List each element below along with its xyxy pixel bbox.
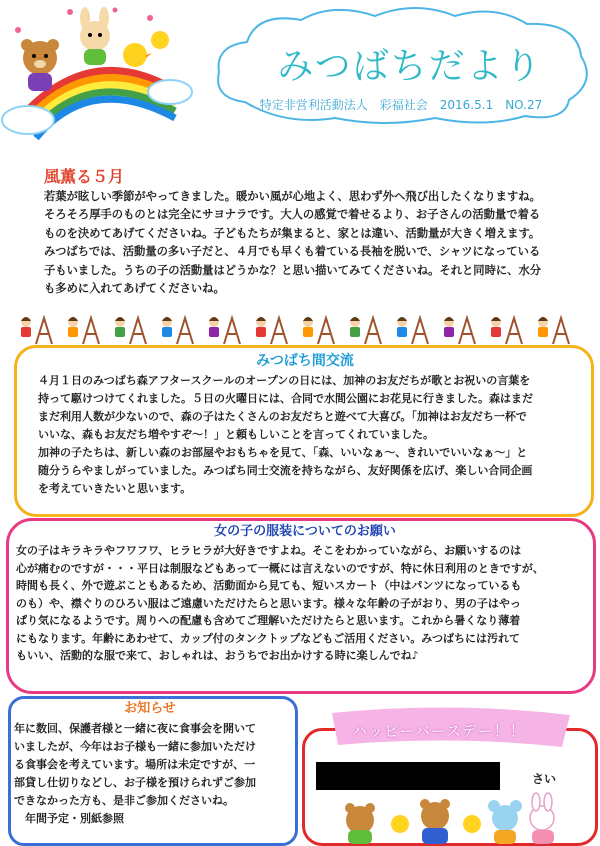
kid-figure-icon — [397, 317, 428, 344]
exchange-body — [38, 372, 578, 498]
clothing-line: にもなります。年齢にあわせて、カップ付のタンクトップなどもご活用ください。みつばちには汚れて — [16, 631, 521, 645]
section1-line: も多めに入れてあげてくださいね。 — [44, 282, 225, 296]
clothing-line: 女の子はキラキラやフワフワ、ヒラヒラが大好きですよね。そこをわかっていながら、お願いするのは — [16, 544, 522, 557]
clothing-line: 時間も長く、外で遊ぶこともあるため、活動面から見ても、短いスカート（中はパンツになっているも — [16, 579, 522, 592]
kid-figure-icon — [303, 317, 334, 344]
kid-figure-icon — [162, 317, 193, 344]
section1-line: 若葉が眩しい季節がやってきました。暖かい風が心地よく、思わず外へ飛び出したくなりますね。 — [44, 190, 541, 203]
notice-line: 部貸し仕切りなどし、お子様を預けられずご参加 — [14, 776, 256, 789]
newsletter-title: みつばちだより — [277, 46, 543, 87]
exchange-line: いいな、森もお友だち増やすぞ～！」と頼もしいことを言ってくれていました。 — [38, 428, 434, 441]
kid-figure-icon — [444, 317, 475, 344]
kids-playing-border-icon — [14, 310, 590, 348]
exchange-heading: みつばち間交流 — [256, 353, 354, 369]
birthday-banner-text: ハッピーバースデー！！ — [352, 722, 526, 740]
exchange-line: 随分うらやましがっていました。みつばち同士交流を持ちながら、友好関係を広げ、楽しい合同企画 — [38, 464, 533, 477]
birthday-age-suffix: さい — [532, 772, 557, 786]
notice-line: 年に数回、保護者様と一緒に夜に食事会を開いて — [14, 722, 256, 735]
notice-line: できなかった方も、是非ご参加くださいね。 — [14, 794, 234, 807]
clothing-line: 心が痛むのですが・・・平日は制服などもあって一概には言えないのですが、特に休日利用のときですが、 — [16, 561, 544, 575]
notice-line: 年間予定・別紙参照 — [14, 812, 124, 825]
kid-figure-icon — [538, 317, 569, 344]
notice-line: いましたが、今年はお子様も一緒に参加いただけ — [14, 740, 256, 753]
section1-body — [44, 188, 584, 298]
clothing-line: のも）や、襟ぐりのひろい服はご遠慮いただけたらと思います。様々な年齢の子がおり、男の子はやっ — [16, 596, 521, 610]
rainbow-bears-illustration-icon — [0, 0, 200, 140]
exchange-line: 持って駆けつけてくれました。５日の火曜日には、合同で水間公園にお花見に行きました。森はまだ — [38, 392, 533, 405]
section1-line: みつばちでは、活動量の多い子だと、４月でも早くも着ている長袖を脱いで、シャツになっている — [44, 245, 541, 259]
kid-figure-icon — [21, 317, 52, 344]
kid-figure-icon — [209, 317, 240, 344]
exchange-line: 加神の子たちは、新しい森のお部屋やおもちゃを見て、「森、いいなぁ～、きれいでいいなぁ～」と — [38, 446, 528, 459]
section1-line: ものを決めてあげてくださいね。子どもたちが集まると、家とは違い、活動量が大きく増えます。 — [44, 226, 541, 240]
redacted-name — [316, 762, 500, 790]
exchange-line: まだ利用人数が少ないので、森の子はたくさんのお友だちと遊べて大喜び。「加神はお友だち一杯で — [38, 410, 527, 423]
clothing-body — [16, 542, 582, 665]
exchange-line: を考えていきたいと思います。 — [38, 482, 192, 495]
clothing-line: ぱり気になるようです。周りへの配慮も含めてご理解いただけたらと思います。これから暑くなり薄着 — [16, 614, 521, 627]
section1-line: そろそろ厚手のものとは完全にサヨナラです。大人の感覚で着せるより、お子さんの活動量で着る — [44, 208, 541, 222]
kid-figure-icon — [350, 317, 381, 344]
notice-heading: お知らせ — [124, 701, 176, 716]
kid-figure-icon — [115, 317, 146, 344]
section1-line: 子もいました。うちの子の活動量はどうかな？と思い描いてみてくださいね。それと同時に、水分 — [44, 263, 542, 277]
clothing-line: もいい、活動的な服で来て、おしゃれは、おうちでお出かけする時に楽しんでね♪ — [16, 649, 419, 662]
newsletter-subtitle: 特定非営利活動法人 彩福社会 2016.5.1 NO.27 — [259, 98, 543, 112]
section1-heading: 風薫る５月 — [44, 167, 125, 186]
kid-figure-icon — [68, 317, 99, 344]
notice-line: る食事会を考えています。場所は未定ですが、一 — [14, 758, 256, 771]
birthday-animals-illustration-icon — [340, 790, 562, 845]
clothing-heading: 女の子の服装についてのお願い — [214, 524, 396, 539]
kid-figure-icon — [491, 317, 522, 344]
kid-figure-icon — [256, 317, 287, 344]
notice-body — [14, 720, 290, 828]
exchange-line: ４月１日のみつばち森アフタースクールのオープンの日には、加神のお友だちが歌とお祝いの言葉を — [38, 374, 531, 387]
